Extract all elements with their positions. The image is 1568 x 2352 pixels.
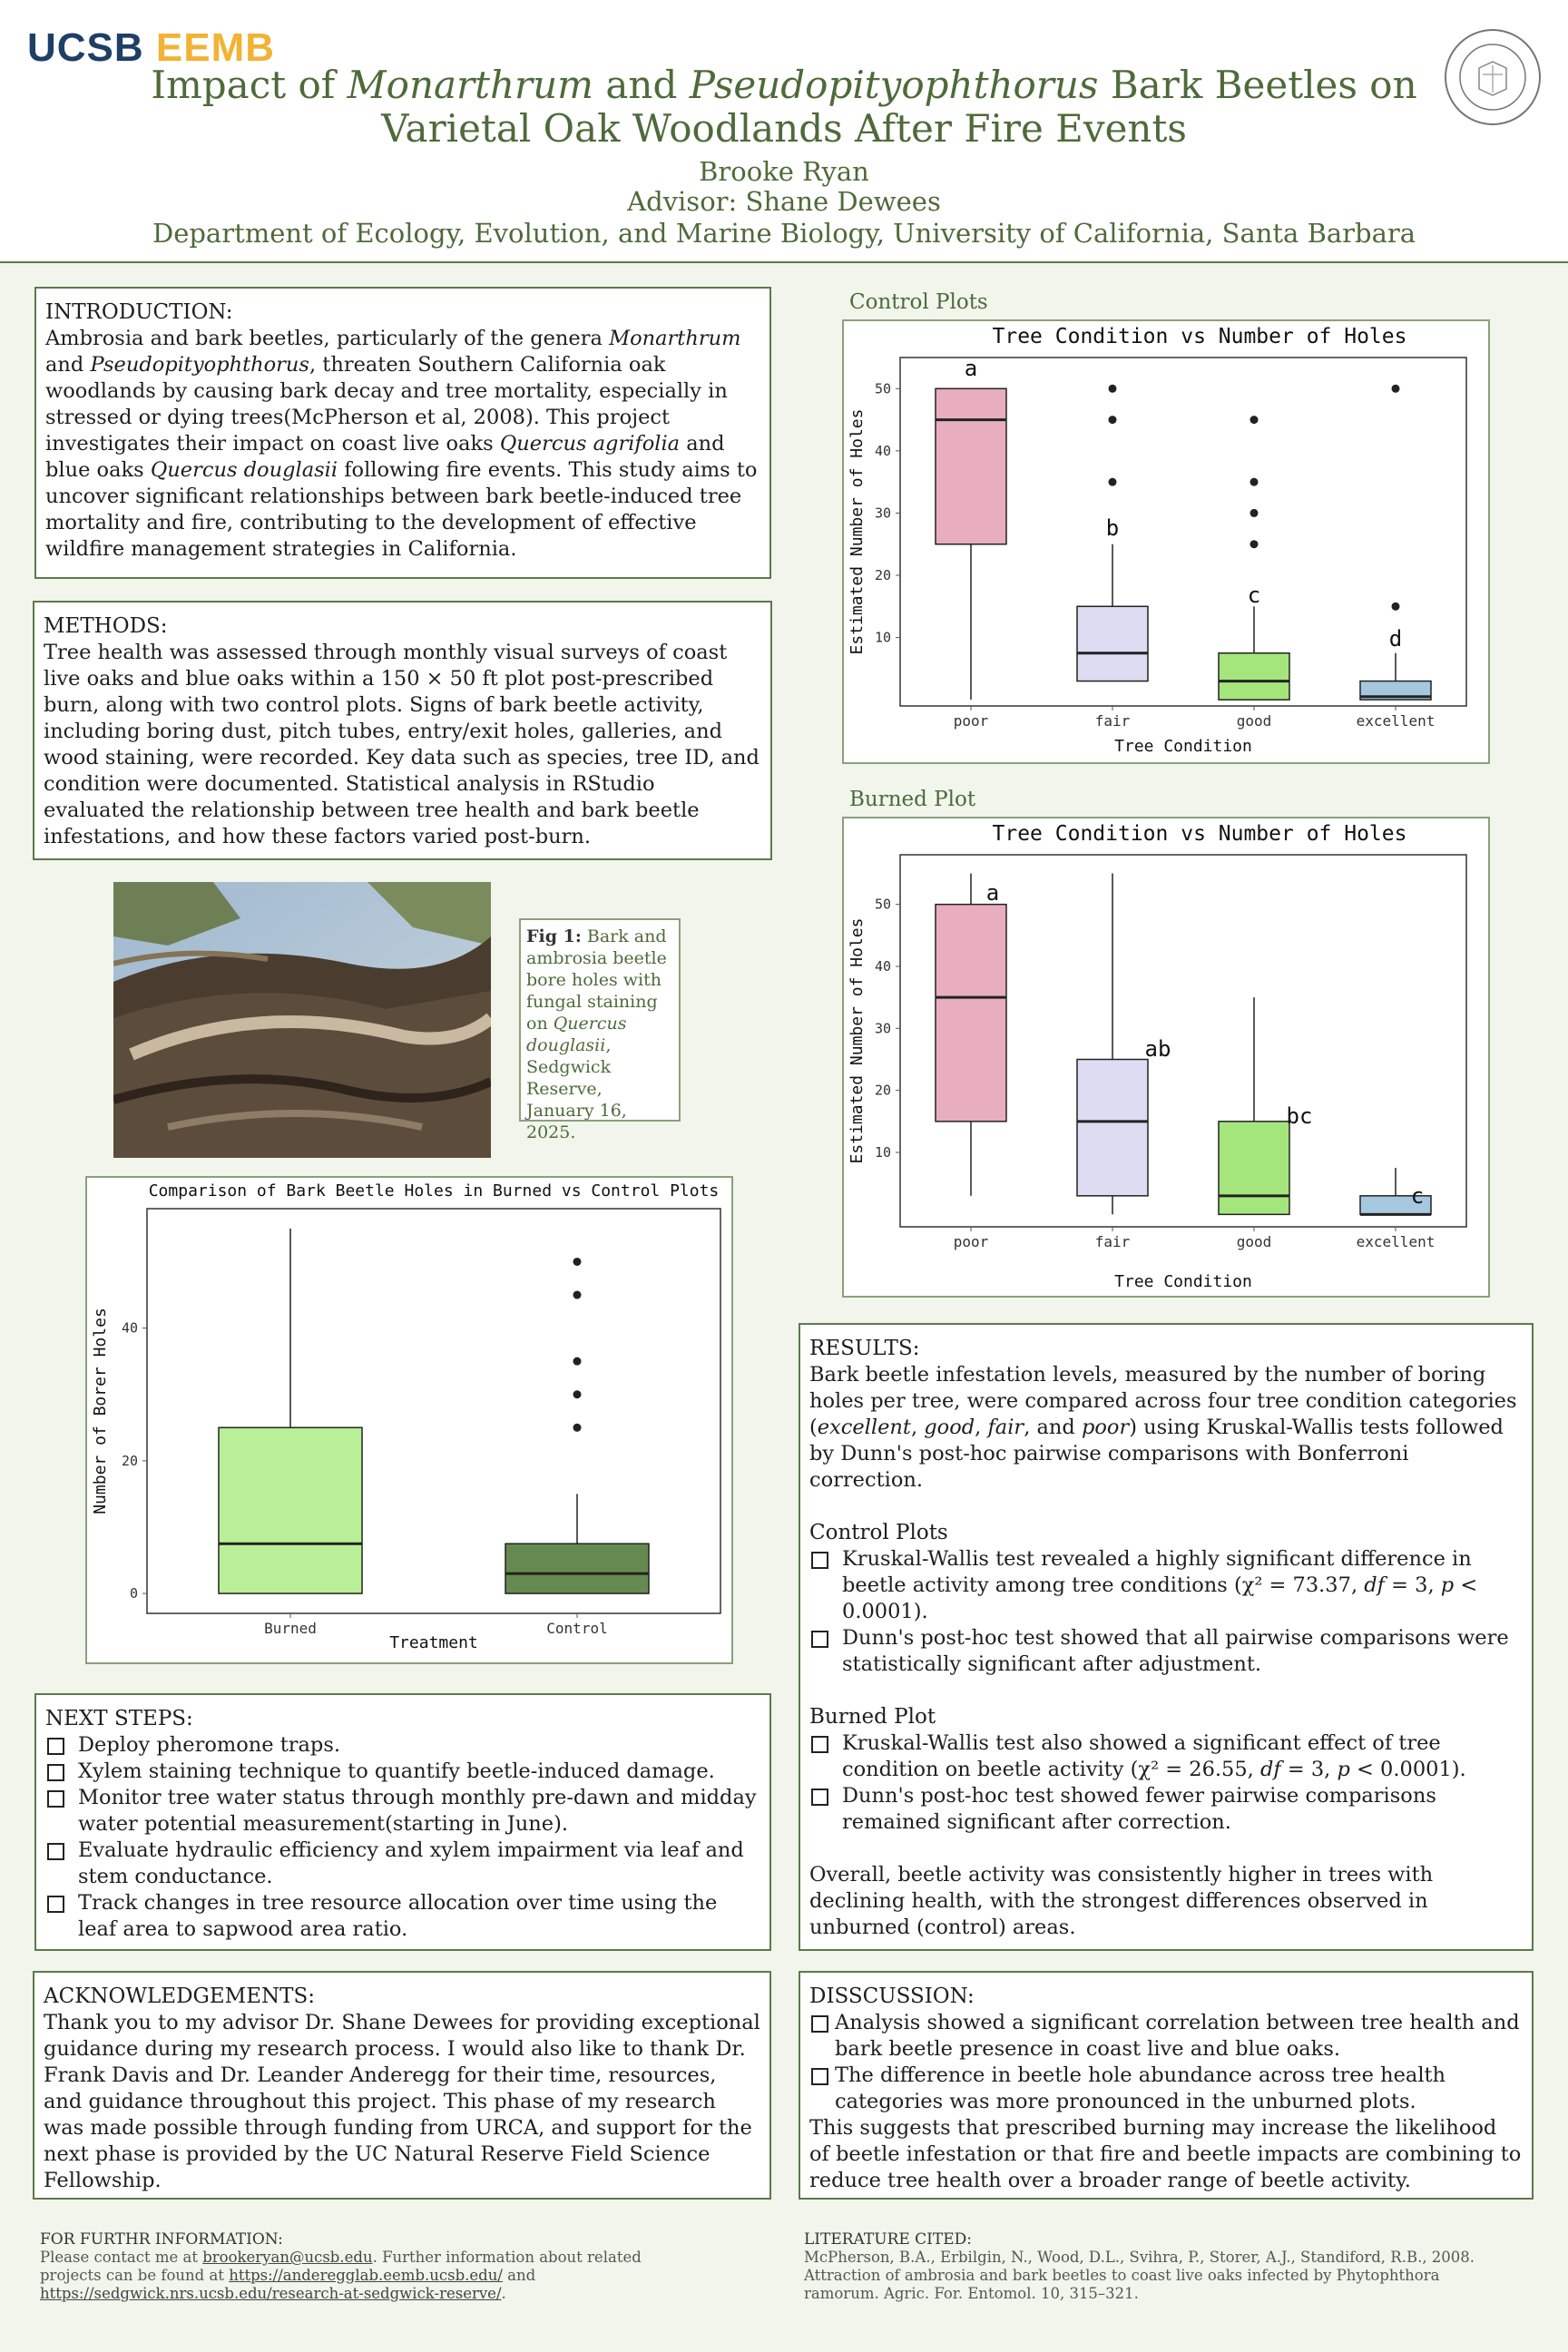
x-tick-label: good [1236,1233,1272,1250]
list-item: Analysis showed a significant correlation between tree health and bark beetle presence in coast live and blue oaks. [809,2010,1523,2063]
x-axis-label: Tree Condition [1114,737,1252,756]
x-tick-label: poor [953,1233,989,1250]
control-results-list [809,1546,1523,1678]
x-tick-label: Burned [264,1620,317,1637]
ucsb-eemb-logo: UCSB EEMB [27,25,276,70]
list-item: Dunn's post-hoc test showed that all pairwise comparisons were statistically significant after adjustment. [809,1625,1523,1678]
y-tick-label: 50 [874,896,891,913]
outlier-point [1109,385,1117,393]
list-item: Dunn's post-hoc test showed fewer pairwise comparisons remained significant after correction. [809,1783,1523,1836]
advisor: Advisor: Shane Dewees [627,186,941,217]
discussion-section [799,1971,1534,2200]
x-axis-label: Treatment [389,1633,478,1652]
y-axis-label: Number of Borer Holes [91,1308,110,1514]
y-tick-label: 0 [129,1585,138,1602]
further-info: FOR FURTHR INFORMATION: Please contact me at brookeryan@ucsb.edu. Further information about related projects can be found at https://anderegglab.eemb.ucsb.edu/ and https://sedgwick.nrs.ucsb.edu/research-at-sedgwick-reserve/. [40,2230,693,2303]
section-heading: DISSCUSSION: [809,1984,975,2008]
x-tick-label: excellent [1356,712,1436,730]
section-heading: NEXT STEPS: [45,1707,193,1730]
author: Brooke Ryan [699,156,869,187]
significance-letter: a [985,880,1000,906]
list-item: Kruskal-Wallis test also showed a significant effect of tree condition on beetle activity (χ² = 26.55, df = 3, p < 0.0001). [809,1730,1523,1783]
significance-letter: c [1410,1183,1425,1209]
y-tick-label: 40 [874,958,891,975]
x-tick-label: excellent [1356,1233,1436,1250]
y-tick-label: 40 [121,1319,138,1337]
department: Department of Ecology, Evolution, and Marine Biology, University of California, Santa Barbara [152,218,1416,249]
x-axis-label: Tree Condition [1114,1272,1252,1291]
y-tick-label: 20 [121,1452,138,1469]
list-item: Deploy pheromone traps. [45,1732,760,1759]
list-item: Monitor tree water status through monthly pre-dawn and midday water potential measurement(starting in June). [45,1785,760,1838]
y-tick-label: 10 [874,1144,891,1161]
methods-text: Tree health was assessed through monthly visual surveys of coast live oaks and blue oaks within a 150 × 50 ft plot post-prescribed burn, along with two control plots. Signs of bark beetle activity, including boring dust, pitch tubes, entry/exit holes, galleries, and wood staining, were recorded. Key data such as species, tree ID, and condition were documented. Statistical analysis in RStudio evaluated the relationship between tree health and bark beetle infestations, and how these factors varied post-burn. [44,641,760,848]
box-good [1219,653,1289,700]
outlier-point [573,1258,582,1266]
y-tick-label: 30 [874,505,891,522]
control-plots-label: Control Plots [849,290,988,314]
results-section [799,1323,1534,1951]
outlier-point [1250,540,1259,548]
burned-chart-panel [842,817,1490,1298]
outlier-point [573,1357,582,1366]
x-tick-label: fair [1094,712,1131,730]
outlier-point [573,1291,582,1299]
list-item: Evaluate hydraulic efficiency and xylem impairment via leaf and stem conductance. [45,1838,760,1890]
outlier-point [1250,416,1259,424]
y-tick-label: 20 [874,1082,891,1099]
box-poor [936,388,1006,544]
section-heading: METHODS: [44,614,168,638]
outlier-point [1250,478,1259,486]
anderegg-lab-link[interactable]: https://anderegglab.eemb.ucsb.edu/ [229,2267,503,2284]
poster-title: Impact of Monarthrum and Pseudopityophthorus Bark Beetles on Varietal Oak Woodlands After Fire Events [151,63,1417,151]
sedgwick-link[interactable]: https://sedgwick.nrs.ucsb.edu/research-at-sedgwick-reserve/ [40,2285,502,2302]
box-fair [1077,606,1148,681]
introduction-text: Ambrosia and bark beetles, particularly of the genera Monarthrum and Pseudopityophthorus, threaten Southern California oak woodlands by causing bark decay and tree mortality, especially in stressed or dying trees(McPherson et al, 2008). This project investigates their impact on coast live oaks Quercus agrifolia and blue oaks Quercus douglasii following fire events. This study aims to uncover significant relationships between bark beetle-induced tree mortality and fire, contributing to the development of effective wildfire management strategies in California. [45,327,758,561]
x-tick-label: good [1236,712,1272,730]
y-tick-label: 10 [874,629,891,646]
outlier-point [1109,478,1117,486]
chart-title: Tree Condition vs Number of Holes [992,325,1407,348]
figure-caption: Fig 1: Bark and ambrosia beetle bore holes with fungal staining on Quercus douglasii, Sedgwick Reserve, January 16, 2025. [519,918,681,1122]
next-steps-section [34,1693,771,1951]
x-tick-label: Control [546,1620,608,1637]
outlier-point [1392,385,1400,393]
list-item: The difference in beetle hole abundance across tree health categories was more pronounced in the unburned plots. [809,2063,1523,2115]
significance-letter: d [1388,626,1403,652]
y-tick-label: 30 [874,1020,891,1037]
poster-header [0,0,1568,263]
bark-photo [113,882,491,1158]
discussion-text: This suggests that prescribed burning may increase the likelihood of beetle infestation or that fire and beetle impacts are combining to reduce tree health over a broader range of beetle activity. [809,2116,1522,2192]
outlier-point [1392,603,1400,611]
list-item: Kruskal-Wallis test revealed a highly significant difference in beetle activity among tree conditions (χ² = 73.37, df = 3, p < 0.0001). [809,1546,1523,1625]
acknowledgements-text: Thank you to my advisor Dr. Shane Dewees for providing exceptional guidance during my research process. I would also like to thank Dr. Frank Davis and Dr. Leander Anderegg for their time, resources, and guidance throughout this project. This phase of my research was made possible through funding from URCA, and support for the next phase is provided by the UC Natural Reserve Field Science Fellowship. [44,2011,760,2192]
box-poor [936,905,1006,1122]
box-fair [1077,1060,1148,1196]
box-burned [219,1427,362,1593]
outlier-point [573,1390,582,1398]
significance-letter: c [1247,583,1261,608]
literature-heading: LITERATURE CITED: [804,2230,973,2249]
burned-heading: Burned Plot [809,1705,936,1729]
y-axis-label: Estimated Number of Holes [848,917,867,1164]
significance-letter: bc [1286,1103,1313,1129]
introduction-section [34,287,771,579]
y-tick-label: 20 [874,567,891,583]
treatment-chart-panel [85,1176,733,1664]
box-control [505,1544,649,1593]
control-heading: Control Plots [809,1521,948,1544]
literature-text: McPherson, B.A., Erbilgin, N., Wood, D.L., Svihra, P., Storer, A.J., Standiford, R.B., 2008. Attraction of ambrosia and bark beetles to coast live oaks infected by Phytophthora ramorum. Agric. For. Entomol. 10, 315–321. [804,2249,1475,2302]
control-boxplot [844,321,1488,762]
treatment-boxplot [87,1178,731,1662]
email-link[interactable]: brookeryan@ucsb.edu [202,2249,373,2266]
outlier-point [1250,509,1259,517]
chart-title: Tree Condition vs Number of Holes [992,822,1407,846]
significance-letter: ab [1144,1036,1171,1062]
control-chart-panel [842,319,1490,764]
chart-title: Comparison of Bark Beetle Holes in Burned vs Control Plots [148,1181,720,1200]
outlier-point [573,1424,582,1432]
next-steps-list [45,1732,760,1943]
x-tick-label: poor [953,712,989,730]
box-good [1219,1122,1289,1215]
discussion-list [809,2010,1523,2115]
list-item: Xylem staining technique to quantify beetle-induced damage. [45,1759,760,1785]
y-axis-label: Estimated Number of Holes [848,408,867,655]
list-item: Track changes in tree resource allocation over time using the leaf area to sapwood area ratio. [45,1890,760,1943]
section-heading: INTRODUCTION: [45,300,233,324]
x-tick-label: fair [1094,1233,1131,1250]
section-heading: RESULTS: [809,1337,920,1360]
further-info-heading: FOR FURTHR INFORMATION: [40,2230,283,2249]
burned-boxplot [844,818,1488,1296]
significance-letter: a [964,356,978,381]
results-overall: Overall, beetle activity was consistently higher in trees with declining health, with the strongest differences observed in unburned (control) areas. [809,1863,1434,1939]
significance-letter: b [1105,515,1120,541]
burned-plot-label: Burned Plot [849,788,976,811]
methods-section [33,601,772,860]
y-tick-label: 50 [874,380,891,397]
y-tick-label: 40 [874,442,891,459]
burned-results-list [809,1730,1523,1836]
acknowledgements-section [33,1971,771,2200]
literature-cited [804,2230,1494,2303]
results-intro: Bark beetle infestation levels, measured by the number of boring holes per tree, were compared across four tree condition categories (excellent, good, fair, and poor) using Kruskal-Wallis tests followed by Dunn's post-hoc pairwise comparisons with Bonferroni correction. [809,1363,1517,1492]
section-heading: ACKNOWLEDGEMENTS: [44,1984,315,2008]
outlier-point [1109,416,1117,424]
